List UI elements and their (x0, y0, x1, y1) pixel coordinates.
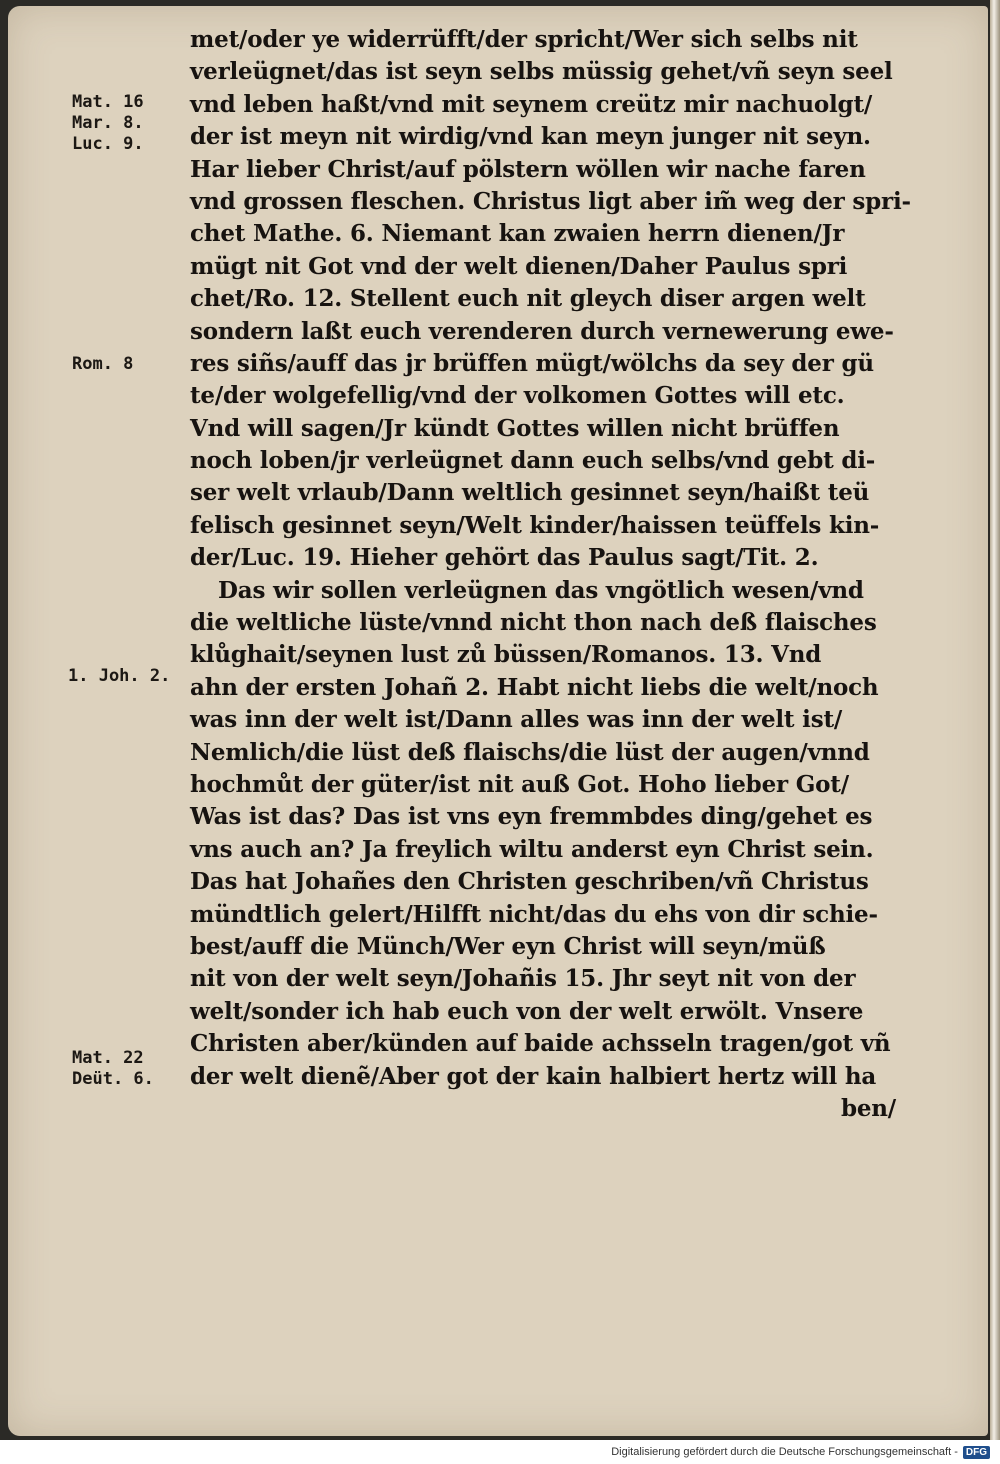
text-line: ahn der ersten Johañ 2. Habt nicht liebs die welt/noch (190, 673, 879, 701)
text-line: Nemlich/die lüst deß flaischs/die lüst der augen/vnnd (190, 738, 870, 766)
text-line: klůghait/seynen lust zů büssen/Romanos. 13. Vnd (190, 641, 822, 669)
text-line: verleügnet/das ist seyn selbs müssig gehet/vñ seyn seel (190, 58, 893, 86)
text-line: der ist meyn nit wirdig/vnd kan meyn junger nit seyn. (190, 123, 871, 151)
text-line: res siñs/auff das jr brüffen mügt/wölchs da sey der gü (190, 349, 874, 377)
text-line: mündtlich gelert/Hilfft nicht/das du ehs von dir schie- (190, 900, 878, 928)
book-page (8, 6, 988, 1436)
footer-bar (0, 1440, 1000, 1464)
paragraph-start-line: Das wir sollen verleügnen das vngötlich wesen/vnd (218, 576, 864, 604)
text-line: felisch gesinnet seyn/Welt kinder/haissen teüffels kin- (190, 511, 880, 539)
dfg-logo: DFG (963, 1446, 990, 1459)
margin-note-joh2: 1. Joh. 2. (68, 666, 171, 686)
text-line: chet Mathe. 6. Niemant kan zwaien herrn dienen/Jr (190, 220, 845, 248)
funding-notice: Digitalisierung gefördert durch die Deutsche Forschungsgemeinschaft - (611, 1446, 958, 1458)
main-text (190, 24, 910, 1125)
text-line: ser welt vrlaub/Dann weltlich gesinnet seyn/haißt teü (190, 479, 870, 507)
page-edge (990, 0, 1000, 1440)
text-line: welt/sonder ich hab euch von der welt erwölt. Vnsere (190, 997, 864, 1025)
text-line: die weltliche lüste/vnnd nicht thon nach deß flaisches (190, 609, 877, 637)
text-line: Vnd will sagen/Jr kündt Gottes willen nicht brüffen (190, 414, 840, 442)
margin-note-mat22: Mat. 22 Deüt. 6. (72, 1048, 154, 1089)
text-line: met/oder ye widerrüfft/der spricht/Wer sich selbs nit (190, 26, 858, 53)
catchword: ben/ (840, 1094, 896, 1122)
text-line: Christen aber/künden auf baide achsseln tragen/got vñ (190, 1030, 891, 1058)
text-line: chet/Ro. 12. Stellent euch nit gleych diser argen welt (190, 285, 866, 313)
text-line: sondern laßt euch verenderen durch vernewerung ewe- (190, 317, 894, 345)
text-line: was inn der welt ist/Dann alles was inn der welt ist/ (190, 706, 843, 734)
text-line: vnd leben haßt/vnd mit seynem creütz mir nachuolgt/ (190, 90, 873, 118)
text-line: best/auff die Münch/Wer eyn Christ will seyn/müß (190, 932, 826, 960)
text-line: der/Luc. 19. Hieher gehört das Paulus sagt/Tit. 2. (190, 544, 819, 572)
margin-note-rom8: Rom. 8 (72, 354, 134, 374)
text-line: Das hat Johañes den Christen geschriben/vñ Christus (190, 868, 869, 896)
margin-note-mat16: Mat. 16 Mar. 8. Luc. 9. (72, 92, 144, 154)
text-line: hochmůt der güter/ist nit auß Got. Hoho lieber Got/ (190, 770, 849, 798)
text-line: vnd grossen fleschen. Christus ligt aber im̃ weg der spri- (190, 187, 911, 215)
text-line: vns auch an? Ja freylich wiltu anderst eyn Christ sein. (190, 835, 874, 863)
text-line: der welt dienẽ/Aber got der kain halbiert hertz will ha (190, 1062, 877, 1090)
text-line: Har lieber Christ/auf pölstern wöllen wir nache faren (190, 155, 866, 183)
text-line: Was ist das? Das ist vns eyn fremmbdes ding/gehet es (190, 803, 873, 831)
text-line: noch loben/jr verleügnet dann euch selbs/vnd gebt di- (190, 447, 876, 475)
text-line: te/der wolgefellig/vnd der volkomen Gottes will etc. (190, 382, 845, 410)
text-line: mügt nit Got vnd der welt dienen/Daher Paulus spri (190, 252, 848, 280)
text-line: nit von der welt seyn/Johañis 15. Jhr seyt nit von der (190, 965, 856, 993)
